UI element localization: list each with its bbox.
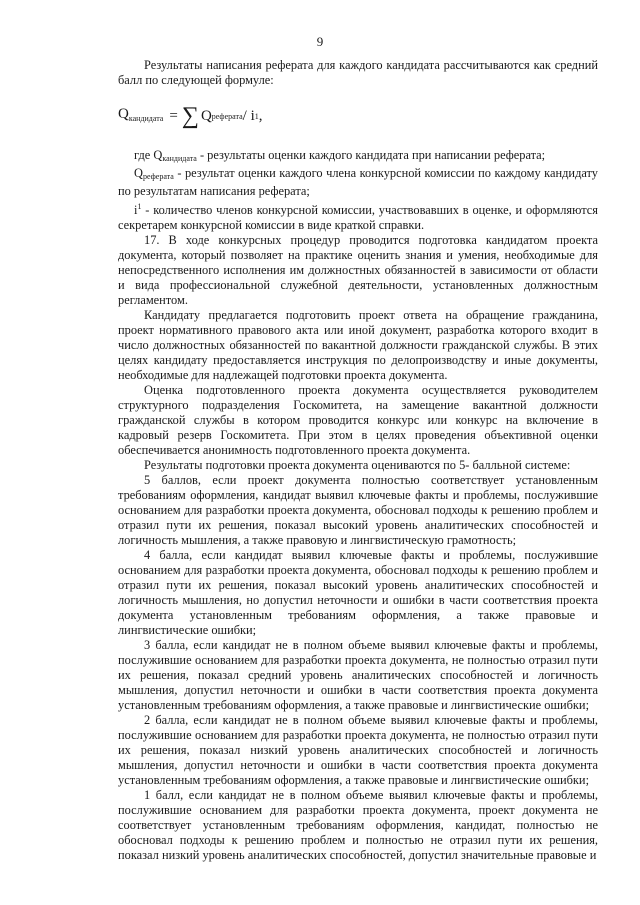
paragraph-evaluation: Оценка подготовленного проекта документа осуществляется руководителем структурного подразделения Госкомитета, на замещение вакантной должности гражданской службы в котором проводится конкурс или конкурс на включение в кадровый резерв Госкомитета. При этом в целях проведения объективной оценки обеспечивается анонимность подготовленного проекта документа. (118, 383, 598, 457)
paragraph-score-2: 2 балла, если кандидат не в полном объеме выявил ключевые факты и проблемы, послужившие основанием для разработки проекта документа, не полностью отразил пути их решения, показал низкий уровень аналитических способностей и логичность мышления, допустил неточности и ошибки в части соответствия проекта документа установленным требованиям оформления, а также правовые и лингвистические ошибки; (118, 713, 598, 787)
formula-lhs-symbol: Q (118, 105, 129, 122)
page-number: 9 (316, 34, 324, 49)
paragraph-task: Кандидату предлагается подготовить проект ответа на обращение гражданина, проект нормативного правового акта или иной документ, разработка которого входит в число должностных обязанностей по вакантной должности гражданской службы. В этих целях кандидату предоставляется инструкция по делопроизводству и иные документы, необходимые для надлежащей подготовки проекта документа. (118, 308, 598, 382)
intro-paragraph: Результаты написания реферата для каждого кандидата рассчитываются как средний балл по следующей формуле: (118, 58, 598, 87)
definition-report-symbol: Q (134, 166, 143, 180)
formula (118, 100, 598, 132)
definition-count-symbol: i (134, 203, 138, 217)
paragraph-17: 17. В ходе конкурсных процедур проводится подготовка кандидатом проекта документа, который позволяет на практике оценить знания и умения, необходимые для непосредственного исполнения им должностных обязанностей в зависимости от области и вида профессиональной служебной деятельности, установленных должностным регламентом. (118, 233, 598, 307)
formula-lhs-sub: кандидата (128, 113, 164, 123)
formula-rhs-sup: 1 (254, 111, 259, 121)
formula-equals: = (169, 107, 178, 124)
formula-rhs-sub: реферата (211, 111, 243, 121)
definition-candidate-text: - результаты оценки каждого кандидата при написании реферата; (196, 148, 546, 162)
definition-count (118, 199, 598, 233)
definition-report-text: - результат оценки каждого члена конкурсной комиссии по каждому кандидату по результатам написания реферата; (118, 166, 598, 198)
definition-report (118, 166, 598, 199)
paragraph-scale: Результаты подготовки проекта документа оцениваются по 5- балльной системе: (144, 458, 571, 472)
definition-count-text: - количество членов конкурсной комиссии, участвовавших в оценке, и оформляются секретарем конкурсной комиссии в виде краткой справки. (118, 203, 598, 232)
paragraph-score-3: 3 балла, если кандидат не в полном объеме выявил ключевые факты и проблемы, послужившие основанием для разработки проекта документа, не полностью отразил пути их решения, показал средний уровень аналитических способностей и логичность мышления, допустил неточности и ошибки в части соответствия проекта документа установленным требованиям оформления, а также правовые и лингвистические ошибки; (118, 638, 598, 712)
document-body (118, 58, 598, 863)
definition-candidate-sub: кандидата (162, 154, 197, 163)
paragraph-score-4: 4 балла, если кандидат выявил ключевые факты и проблемы, послужившие основанием для разработки проекта документа, обосновал подходы к решению проблем и отразил пути их решения, показал высокий уровень аналитических способностей и логичность мышления, но допустил неточности и ошибки в части соответствия проекта документа установленным требованиям оформления, а также правовые и лингвистические ошибки; (118, 548, 598, 637)
paragraph-score-1: 1 балл, если кандидат не в полном объеме выявил ключевые факты и проблемы, послужившие основанием для разработки проекта документа, проект документа не соответствует установленным требованиям оформления, кандидат, полностью не обосновал подходы к решению проблем и полностью не отразил пути их решения, показал низкий уровень аналитических способностей, допустил значительные правовые и (118, 788, 598, 862)
formula-tail: , (258, 107, 263, 124)
definition-count-sup: 1 (137, 202, 142, 211)
formula-lhs (118, 107, 163, 126)
definition-report-sub: реферата (142, 172, 174, 181)
paragraph-score-5: 5 баллов, если проект документа полностью соответствует установленным требованиям оформления, кандидат выявил ключевые факты и проблемы, послужившие основанием для разработки проекта документа, обосновал подходы к решению проблем и отразил пути их решения, показал высокий уровень аналитических способностей и логичность мышления, а также правовую и лингвистическую грамотность; (118, 473, 598, 547)
formula-definitions (118, 148, 598, 233)
definition-candidate (118, 148, 598, 166)
formula-rhs-symbol: Q (200, 107, 212, 124)
formula-divide: / i (242, 107, 255, 124)
definition-candidate-symbol: где Q (134, 148, 163, 162)
sum-icon: ∑ (181, 103, 199, 129)
